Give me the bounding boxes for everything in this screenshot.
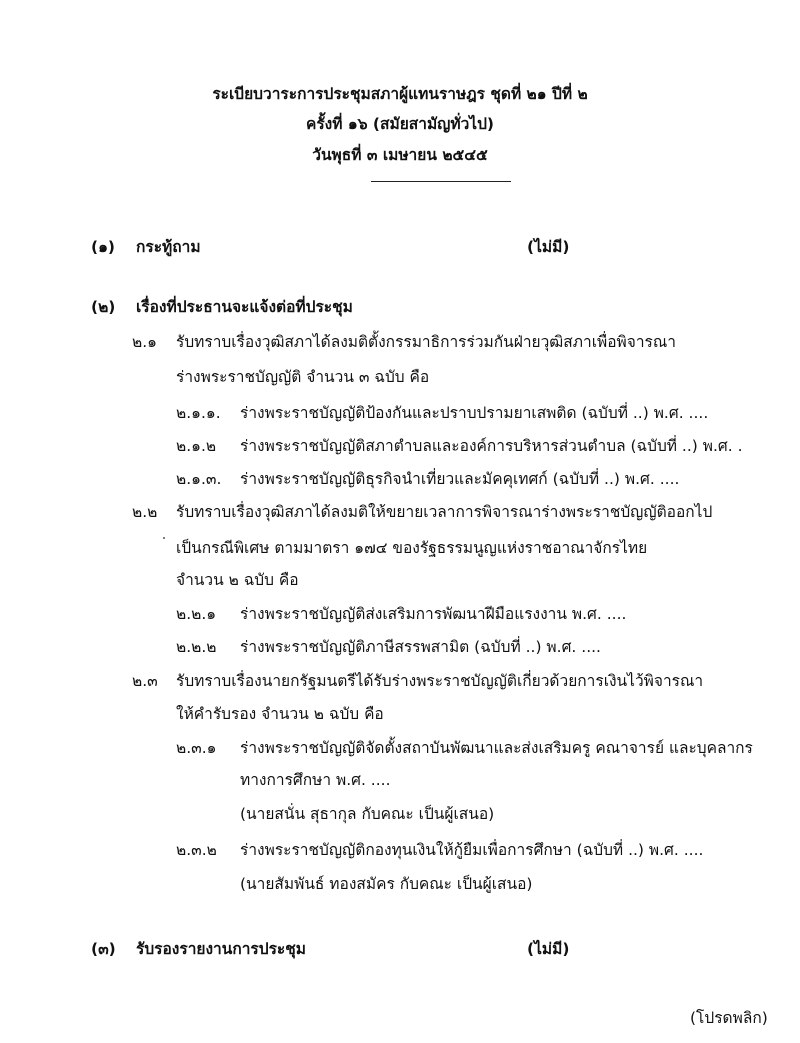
bill-2-2-2-number: ๒.๒.๒	[176, 638, 217, 656]
bill-2-2-1-text: ร่างพระราชบัญญัติส่งเสริมการพัฒนาฝีมือแรงงาน พ.ศ. ....	[240, 605, 627, 623]
bill-2-1-3-text: ร่างพระราชบัญญัติธุรกิจนำเที่ยวและมัคคุเทศก์ (ฉบับที่ ..) พ.ศ. ....	[240, 470, 680, 488]
bill-2-1-3-number: ๒.๑.๓.	[176, 470, 222, 488]
bill-2-3-2-proposer: (นายสัมพันธ์ ทองสมัคร กับคณะ เป็นผู้เสนอ)	[240, 875, 533, 893]
bill-2-1-2-text: ร่างพระราชบัญญัติสภาตำบลและองค์การบริหารส่วนตำบล (ฉบับที่ ..) พ.ศ. .	[240, 437, 743, 455]
session-line: ครั้งที่ ๑๖ (สมัยสามัญทั่วไป)	[305, 115, 495, 133]
item1-status: (ไม่มี)	[527, 238, 570, 256]
subitem-2-2-number: ๒.๒	[132, 503, 158, 521]
scan-speck	[163, 537, 165, 539]
item1-number: (๑)	[91, 238, 116, 256]
bill-2-1-2-number: ๒.๑.๒	[176, 437, 217, 455]
subitem-2-3-text: รับทราบเรื่องนายกรัฐมนตรีได้รับร่างพระราชบัญญัติเกี่ยวด้วยการเงินไว้พิจารณา	[176, 672, 704, 690]
bill-2-3-1-text-cont: ทางการศึกษา พ.ศ. ....	[240, 771, 391, 789]
bill-2-2-2-text: ร่างพระราชบัญญัติภาษีสรรพสามิต (ฉบับที่ ..) พ.ศ. ....	[240, 638, 601, 656]
subitem-2-3-number: ๒.๓	[132, 672, 158, 690]
item2-title: เรื่องที่ประธานจะแจ้งต่อที่ประชุม	[136, 298, 353, 316]
subitem-2-1-text-cont: ร่างพระราชบัญญัติ จำนวน ๓ ฉบับ คือ	[176, 368, 430, 386]
item3-status: (ไม่มี)	[527, 940, 570, 958]
item1-title: กระทู้ถาม	[136, 238, 201, 256]
subitem-2-1-number: ๒.๑	[132, 333, 157, 351]
subitem-2-2-text-cont2: จำนวน ๒ ฉบับ คือ	[176, 571, 299, 589]
bill-2-1-1-number: ๒.๑.๑.	[176, 404, 221, 422]
bill-2-3-1-number: ๒.๓.๑	[176, 739, 217, 757]
item2-number: (๒)	[91, 298, 116, 316]
bill-2-1-1-text: ร่างพระราชบัญญัติป้องกันและปราบปรามยาเสพติด (ฉบับที่ ..) พ.ศ. ....	[240, 404, 709, 422]
please-turn-over-note: (โปรดพลิก)	[690, 1009, 768, 1027]
date-line: วันพุธที่ ๓ เมษายน ๒๕๔๕	[312, 146, 488, 164]
bill-2-3-1-proposer: (นายสนั่น สุธากุล กับคณะ เป็นผู้เสนอ)	[240, 805, 495, 823]
subitem-2-3-text-cont: ให้คำรับรอง จำนวน ๒ ฉบับ คือ	[176, 705, 384, 723]
item3-title: รับรองรายงานการประชุม	[136, 940, 306, 958]
bill-2-3-1-text: ร่างพระราชบัญญัติจัดตั้งสถาบันพัฒนาและส่งเสริมครู คณาจารย์ และบุคลากร	[240, 739, 753, 757]
bill-2-2-1-number: ๒.๒.๑	[176, 605, 217, 623]
bill-2-3-2-text: ร่างพระราชบัญญัติกองทุนเงินให้กู้ยืมเพื่อการศึกษา (ฉบับที่ ..) พ.ศ. ....	[240, 841, 704, 859]
bill-2-3-2-number: ๒.๓.๒	[176, 841, 217, 859]
item3-number: (๓)	[91, 940, 116, 958]
subitem-2-2-text: รับทราบเรื่องวุฒิสภาได้ลงมติให้ขยายเวลาการพิจารณาร่างพระราชบัญญัติออกไป	[176, 503, 713, 521]
header-divider	[371, 181, 511, 182]
subitem-2-1-text: รับทราบเรื่องวุฒิสภาได้ลงมติตั้งกรรมาธิการร่วมกันฝ่ายวุฒิสภาเพื่อพิจารณา	[176, 333, 676, 351]
agenda-title: ระเบียบวาระการประชุมสภาผู้แทนราษฎร ชุดที่ ๒๑ ปีที่ ๒	[212, 85, 588, 103]
subitem-2-2-text-cont: เป็นกรณีพิเศษ ตามมาตรา ๑๗๔ ของรัฐธรรมนูญแห่งราชอาณาจักรไทย	[176, 539, 648, 557]
